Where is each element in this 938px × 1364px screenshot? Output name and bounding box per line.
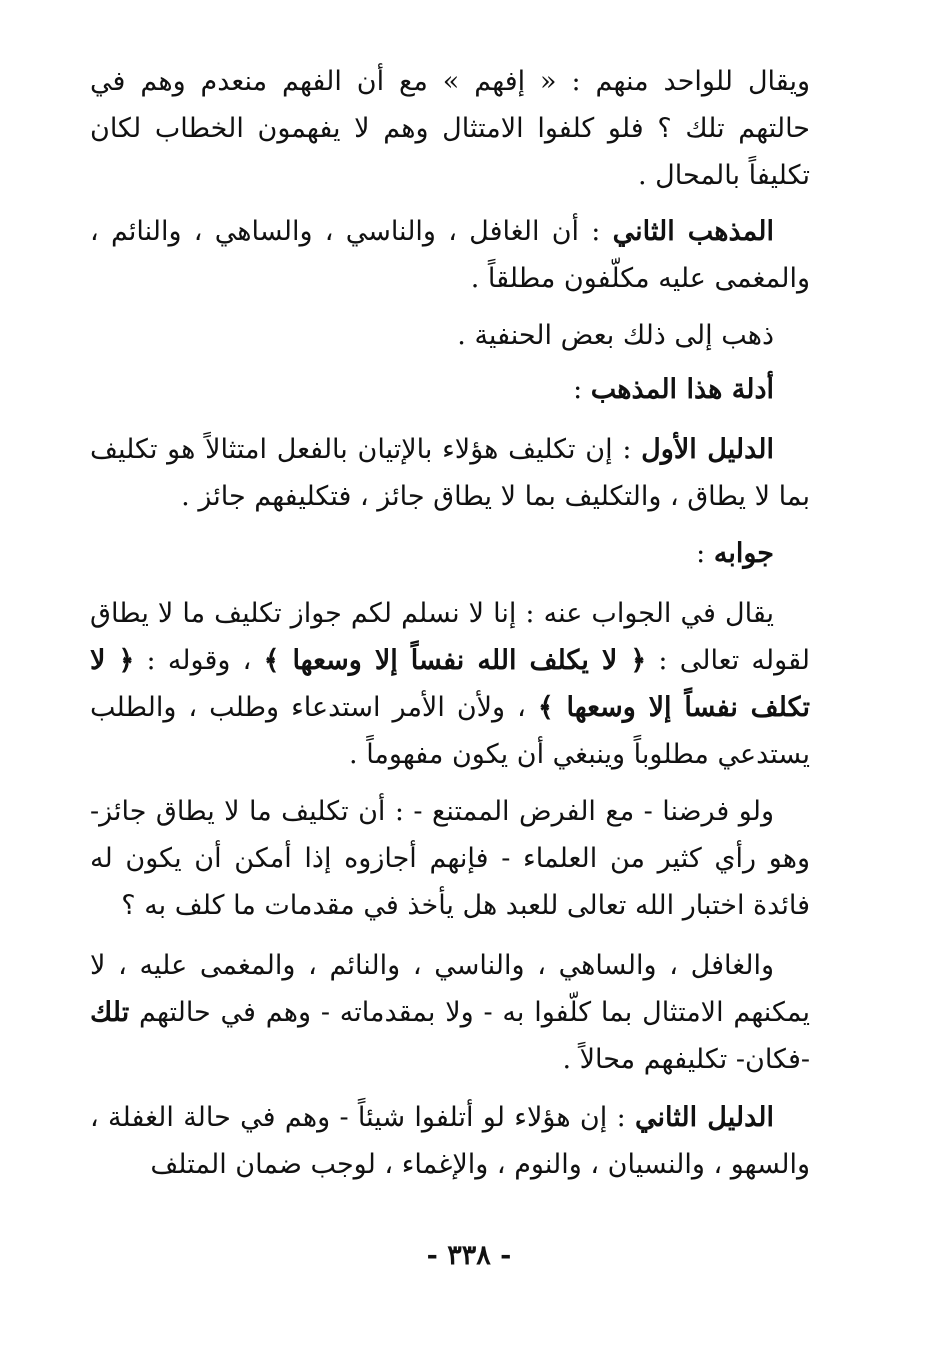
paragraph-3-text: ذهب إلى ذلك بعض الحنفية . [457, 320, 774, 351]
paragraph-4 [90, 366, 810, 413]
section-heading-first-evidence: الدليل الأول [641, 434, 774, 465]
paragraph-6 [90, 530, 810, 577]
quran-quote-1: ﴿ لا يكلف الله نفساً إلا وسعها ﴾ [263, 645, 647, 676]
section-heading-second-doctrine: المذهب الثاني [612, 216, 774, 247]
paragraph-7-text-1: يقال في الجواب عنه : إنا لا نسلم لكم جواز تكليف ما لا يطاق لقوله تعالى : [90, 598, 810, 676]
paragraph-2-text: : أن الغافل ، والناسي ، والساهي ، والنائم ، والمغمى عليه مكلّفون مطلقاً . [90, 216, 810, 294]
quran-quote-2: ﴿ لا تكلف نفساً إلا وسعها ﴾ [90, 645, 810, 723]
section-heading-evidence: أدلة هذا المذهب [590, 374, 774, 405]
paragraph-7-text-2: ، وقوله : [134, 645, 264, 676]
paragraph-10 [90, 1094, 810, 1188]
paragraph-5-text: : إن تكليف هؤلاء بالإتيان بالفعل امتثالاً هو تكليف بما لا يطاق ، والتكليف بما لا يطاق جائز ، فتكليفهم جائز . [90, 434, 810, 512]
section-heading-answer: جوابه [713, 538, 774, 569]
paragraph-1 [90, 58, 810, 199]
paragraph-9-text-1: والغافل ، والساهي ، والناسي ، والنائم ، والمغمى عليه ، لا يمكنهم الامتثال بما كلّفوا به - ولا بمقدماته - وهم في حالتهم [90, 950, 810, 1028]
paragraph-9 [90, 942, 810, 1083]
paragraph-3 [90, 312, 810, 359]
paragraph-8-text: ولو فرضنا - مع الفرض الممتنع - : أن تكليف ما لا يطاق جائز- وهو رأي كثير من العلماء - فإنهم أجازوه إذا أمكن أن يكون له فائدة اختبار الله تعالى للعبد هل يأخذ في مقدمات ما كلف به ؟ [90, 796, 810, 921]
paragraph-8 [90, 788, 810, 929]
paragraph-4-text: : [573, 374, 591, 405]
paragraph-9-text-2: -فكان- تكليفهم محالاً . [562, 1044, 810, 1075]
page-number: - ٣٣٨ - [426, 1240, 512, 1271]
paragraph-5 [90, 426, 810, 520]
paragraph-6-text: : [696, 538, 714, 569]
paragraph-10-text: : إن هؤلاء لو أتلفوا شيئاً - وهم في حالة الغفلة ، والسهو ، والنسيان ، والنوم ، والإغماء ، لوجب ضمان المتلف [90, 1102, 810, 1180]
paragraph-7 [90, 590, 810, 778]
paragraph-1-text: ويقال للواحد منهم : « إفهم » مع أن الفهم منعدم وهم في حالتهم تلك ؟ فلو كلفوا الامتثال وهم لا يفهمون الخطاب لكان تكليفاً بالمحال . [90, 66, 810, 191]
paragraph-7-text-3: ، ولأن الأمر استدعاء وطلب ، والطلب يستدعي مطلوباً وينبغي أن يكون مفهوماً . [90, 692, 810, 770]
paragraph-2 [90, 208, 810, 302]
paragraph-9-bold-word: تلك [90, 997, 130, 1028]
section-heading-second-evidence: الدليل الثاني [635, 1102, 774, 1133]
